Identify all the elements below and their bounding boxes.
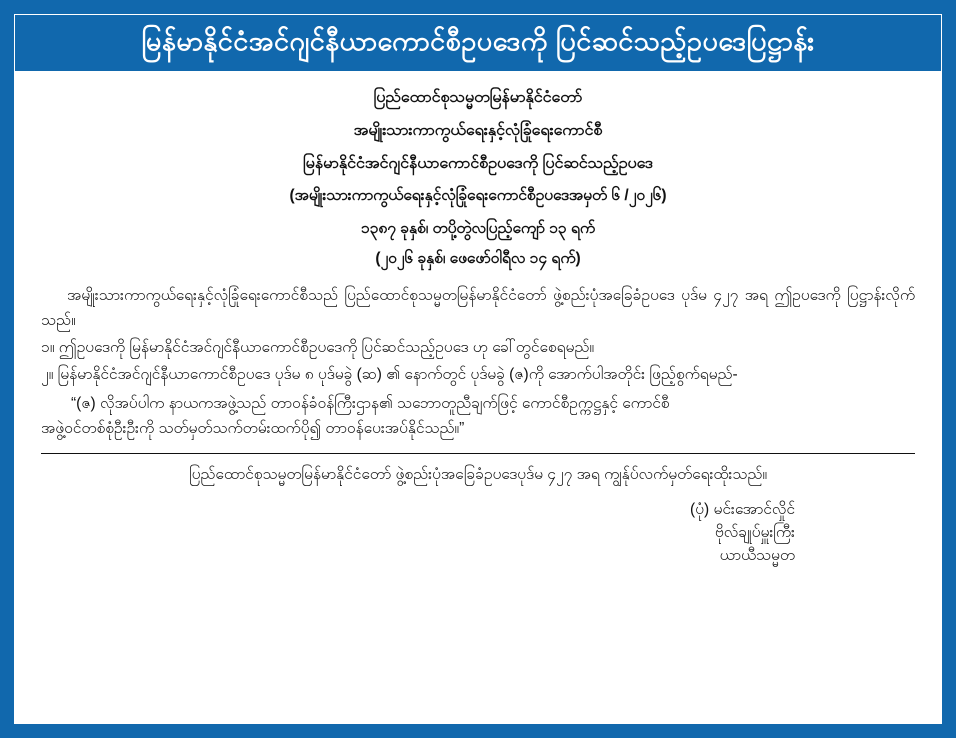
signature-rank: ဗိုလ်ချုပ်မှူးကြီး (714, 523, 795, 541)
heading-line-4: (အမျိုးသားကာကွယ်ရေးနှင့်လုံခြုံရေးကောင်စီဥပဒေအမှတ် ၆ /၂၀၂၆) (289, 187, 667, 205)
heading-line-3: မြန်မာနိုင်ငံအင်ဂျင်နီယာကောင်စီဥပဒေကို ပြင်ဆင်သည့်ဥပဒေ (302, 154, 654, 172)
paragraph-section-1: ၁။ ဤဥပဒေကို မြန်မာနိုင်ငံအင်ဂျင်နီယာကောင်စီဥပဒေကို ပြင်ဆင်သည့်ဥပဒေ ဟု ခေါ်တွင်စေရမည်။ (41, 339, 595, 357)
date-gregorian: (၂၀၂၆ ခုနှစ်၊ ဖေဖော်ဝါရီလ ၁၄ ရက်) (375, 249, 581, 267)
banner-title: မြန်မာနိုင်ငံအင်ဂျင်နီယာကောင်စီဥပဒေကို ပြင်ဆင်သည့်ဥပဒေပြဋ္ဌာန်း (15, 15, 941, 71)
signature-name: (ပုံ) မင်းအောင်လှိုင် (690, 500, 795, 518)
quote-line-2: အဖွဲ့ဝင်တစ်စုံဦးဦးကို သတ်မှတ်သက်တမ်းထက်ပို၍ တာဝန်ပေးအပ်နိုင်သည်။” (41, 420, 465, 438)
signature-position: ယာယီသမ္မတ (719, 547, 795, 565)
heading-line-2: အမျိုးသားကာကွယ်ရေးနှင့်လုံခြုံရေးကောင်စီ (353, 121, 603, 139)
signature-block (41, 498, 915, 568)
document-body (15, 71, 941, 723)
paragraph-preamble: အမျိုးသားကာကွယ်ရေးနှင့်လုံခြုံရေးကောင်စီသည် ပြည်ထောင်စုသမ္မတမြန်မာနိုင်ငံတော် ဖွဲ့စည်းပုံအခြေခံဥပဒေ ပုဒ်မ ၄၂၇ အရ ဤဥပဒေကို ပြဋ္ဌာန်းလိုက်သည်။ (41, 286, 915, 329)
divider (41, 453, 915, 454)
heading-line-1: ပြည်ထောင်စုသမ္မတမြန်မာနိုင်ငံတော် (373, 88, 583, 106)
date-myanmar: ၁၃၈၇ ခုနှစ်၊ တပို့တွဲလပြည့်ကျော် ၁၃ ရက် (360, 219, 596, 237)
paragraph-section-2: ၂။ မြန်မာနိုင်ငံအင်ဂျင်နီယာကောင်စီဥပဒေ ပုဒ်မ ၈ ပုဒ်မခွဲ (ဆ) ၏ နောက်တွင် ပုဒ်မခွဲ (ဇ)ကို အောက်ပါအတိုင်း ဖြည့်စွက်ရမည်- (41, 366, 738, 384)
quote-line-1: “(ဇ) လိုအပ်ပါက နာယကအဖွဲ့သည် တာဝန်ခံဝန်ကြီးဌာန၏ သဘောတူညီချက်ဖြင့် ကောင်စီဥက္ကဋ္ဌနှင့် ကောင်စီ (71, 395, 670, 413)
closing-statement: ပြည်ထောင်စုသမ္မတမြန်မာနိုင်ငံတော် ဖွဲ့စည်းပုံအခြေခံဥပဒေပုဒ်မ ၄၂၇ အရ ကျွန်ုပ်လက်မှတ်ရေးထိုးသည်။ (188, 466, 768, 484)
document-sheet (14, 14, 942, 724)
